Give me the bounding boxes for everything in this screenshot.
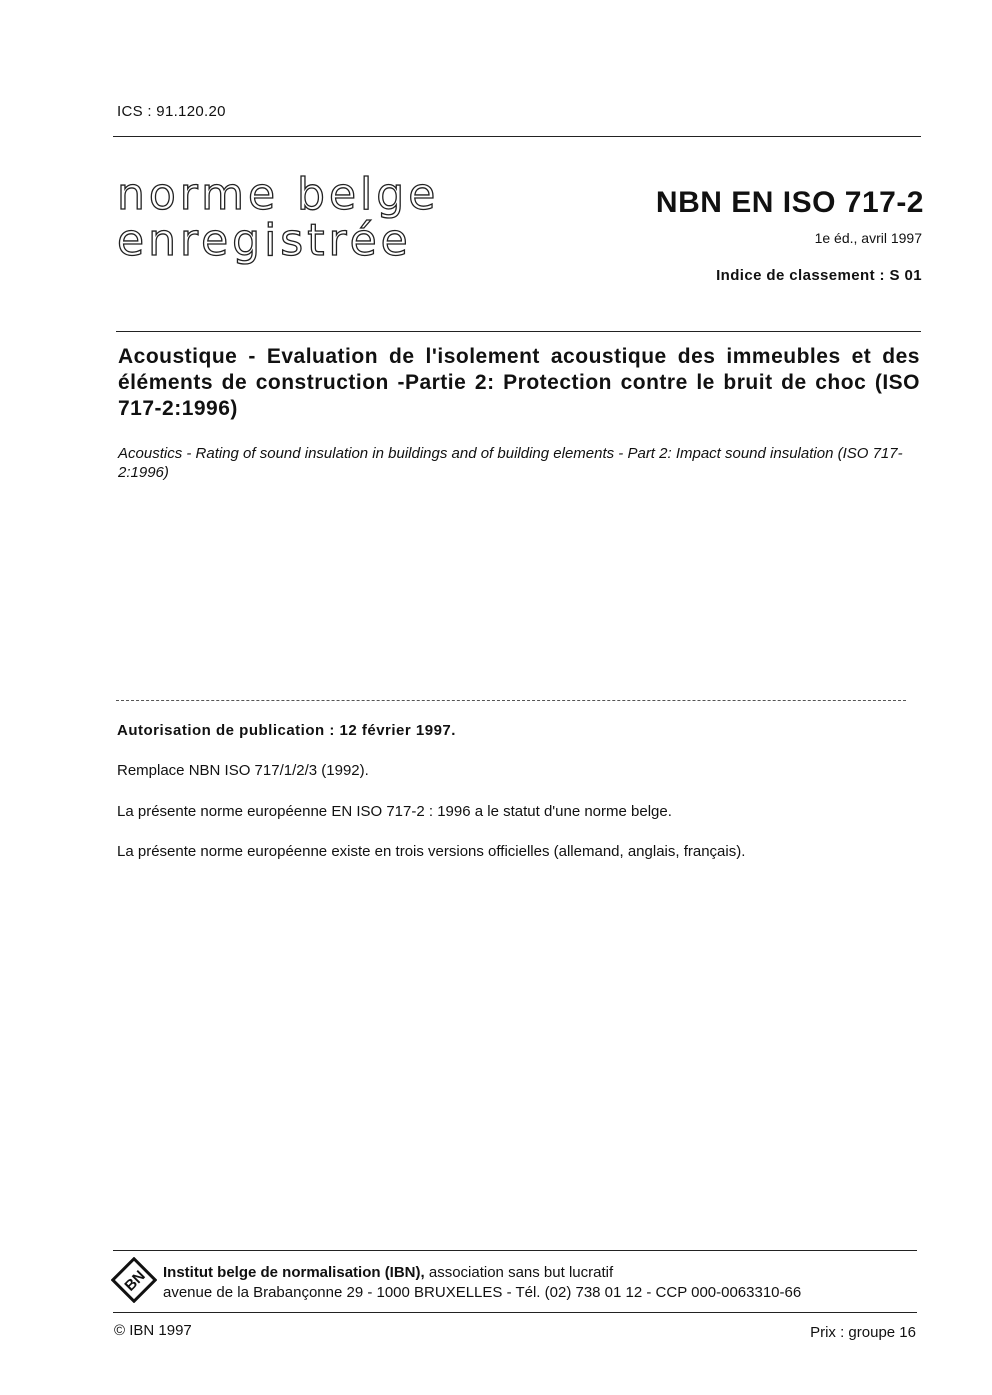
copyright: © IBN 1997 xyxy=(114,1322,192,1339)
authorization-label: Autorisation de publication : xyxy=(117,722,335,739)
publication-divider xyxy=(116,700,906,701)
authorization-date: 12 février 1997. xyxy=(339,722,456,739)
document-title-english: Acoustics - Rating of sound insulation in buildings and of building elements - Part 2: Impact sound insulation (ISO 717-2:1996) xyxy=(118,445,903,481)
edition-date: 1e éd., avril 1997 xyxy=(814,230,922,246)
classification-value: S 01 xyxy=(889,267,922,284)
classification-label: Indice de classement : xyxy=(716,267,885,284)
price-group: Prix : groupe 16 xyxy=(810,1324,916,1341)
title-divider xyxy=(116,331,921,332)
institute-address: avenue de la Brabançonne 29 - 1000 BRUXELLES - Tél. (02) 738 01 12 - CCP 000-0063310-66 xyxy=(163,1284,802,1301)
standard-number: NBN EN ISO 717-2 xyxy=(655,186,924,219)
ics-code: ICS : 91.120.20 xyxy=(117,103,226,120)
versions-note: La présente norme européenne existe en trois versions officielles (allemand, anglais, français). xyxy=(117,843,746,860)
institute-name: Institut belge de normalisation (IBN), xyxy=(163,1264,425,1281)
header-divider xyxy=(113,136,921,137)
institute-block xyxy=(163,1263,801,1303)
svg-text:BN: BN xyxy=(121,1267,149,1295)
classification-index xyxy=(716,267,922,284)
publication-authorization xyxy=(117,722,456,739)
document-title-french: Acoustique - Evaluation de l'isolement acoustique des immeubles et des éléments de construction -Partie 2: Protection contre le bruit de choc (ISO 717-2:1996) xyxy=(118,345,920,420)
institute-type: association sans but lucratif xyxy=(428,1264,614,1281)
ibn-logo-icon xyxy=(111,1257,157,1303)
status-note: La présente norme européenne EN ISO 717-2 : 1996 a le statut d'une norme belge. xyxy=(117,803,672,820)
footer-divider xyxy=(113,1250,917,1251)
brand-mark xyxy=(117,169,440,266)
brand-line-1: norme belge xyxy=(117,169,440,220)
replaces-note: Remplace NBN ISO 717/1/2/3 (1992). xyxy=(117,762,369,779)
brand-line-2: enregistrée xyxy=(117,215,412,266)
footer-bottom-divider xyxy=(113,1312,917,1313)
